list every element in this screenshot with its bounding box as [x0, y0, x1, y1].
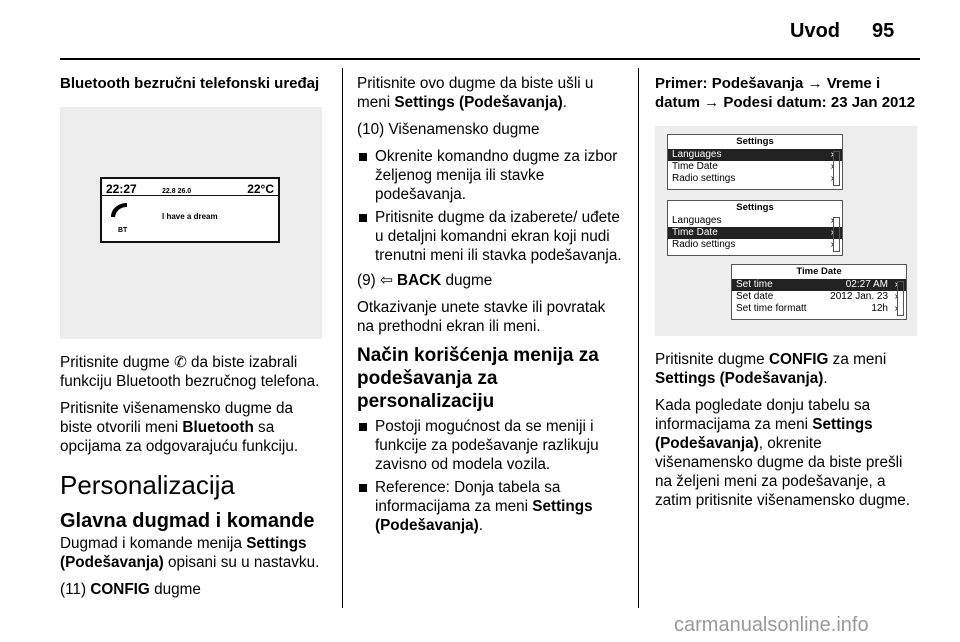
chevron-right-icon: ›	[830, 173, 834, 184]
column-1	[60, 74, 328, 607]
paragraph: (9) ⇦ BACK dugme	[357, 272, 493, 289]
display-bt: BT	[118, 227, 128, 234]
paragraph: Pritisnite višenamensko dugme da biste otvorili meni Bluetooth sa opcijama za odgovarajuću funkciju.	[60, 400, 299, 455]
column-3	[655, 74, 923, 518]
paragraph: Dugmad i komande menija Settings (Podešavanja) opisani su u nastavku.	[60, 535, 320, 571]
column-2	[357, 74, 625, 541]
paragraph: (10) Višenamensko dugme	[357, 121, 540, 138]
paragraph: (11) CONFIG dugme	[60, 581, 201, 598]
chevron-right-icon: ›	[830, 161, 834, 172]
list-item: Pritisnite dugme da izaberete/ uđete u detaljni komandni ekran koji nudi trenutni meni ili stavka podešavanja.	[357, 208, 625, 265]
list-item: Postoji mogućnost da se meniji i funkcije za podešavanje razlikuju zavisno od modela vozila.	[357, 417, 625, 474]
display-time: 22:27	[106, 182, 137, 196]
paragraph: Pritisnite ovo dugme da biste ušli u meni Settings (Podešavanja).	[357, 75, 594, 111]
list-item: Reference: Donja tabela sa informacijama za meni Settings (Podešavanja).	[357, 478, 625, 535]
page-number: 95	[872, 20, 895, 42]
chevron-right-icon: ›	[830, 239, 834, 250]
scrollbar	[830, 149, 840, 186]
chapter-title: Uvod	[790, 20, 840, 42]
back-arrow-icon: ⇦	[379, 272, 398, 289]
display-status: 22.8 26.0	[162, 188, 192, 195]
phone-icon	[108, 201, 130, 221]
chevron-right-icon: ›	[830, 227, 834, 238]
section-heading: Bluetooth bezručni telefonski uređaj	[60, 75, 320, 92]
scrollbar	[894, 279, 904, 316]
subsection-heading: Način korišćenja menija za podešavanja za personalizaciju	[357, 345, 599, 412]
radio-display	[100, 177, 280, 243]
chevron-right-icon: ›	[894, 291, 898, 302]
chevron-right-icon: ›	[830, 149, 834, 160]
page-header	[0, 0, 960, 60]
column-divider-2	[638, 68, 639, 608]
subsection-heading: Glavna dugmad i komande	[60, 510, 315, 532]
display-song: I have a dream	[162, 212, 218, 221]
phone-icon: ✆	[173, 354, 187, 371]
column-divider-1	[342, 68, 343, 608]
radio-display-photo	[60, 107, 322, 339]
paragraph: Pritisnite dugme CONFIG za meni Settings (Podešavanja).	[655, 351, 887, 387]
chapter-heading: Personalizacija	[60, 470, 235, 500]
paragraph: Kada pogledate donju tabelu sa informacijama za meni Settings (Podešavanja), okrenite višenamensko dugme da biste prešli na željeni meni za podešavanje, a zatim pritisnite višenamensko dugme.	[655, 397, 911, 509]
example-heading: Primer: Podešavanja → Vreme i datum → Podesi datum: 23 Jan 2012	[655, 75, 916, 111]
bullet-list	[357, 417, 625, 535]
settings-menu-screen-2: Settings Languages › Time Date › Radio settings ›	[667, 200, 843, 256]
bullet-list	[357, 147, 625, 265]
header-rule	[60, 58, 920, 60]
chevron-right-icon: ›	[894, 303, 898, 314]
scrollbar	[830, 215, 840, 252]
paragraph: Pritisnite dugme ✆ da biste izabrali funkciju Bluetooth bezručnog telefona.	[60, 354, 320, 390]
chevron-right-icon: ›	[830, 215, 834, 226]
list-item: Okrenite komandno dugme za izbor željenog menija ili stavke podešavanja.	[357, 147, 625, 204]
paragraph: Otkazivanje unete stavke ili povratak na prethodni ekran ili meni.	[357, 299, 606, 335]
watermark: carmanualsonline.info	[674, 614, 869, 636]
chevron-right-icon: ›	[894, 279, 898, 290]
settings-menu-screens	[655, 126, 917, 336]
settings-menu-screen-1: Settings Languages › Time Date › Radio settings ›	[667, 134, 843, 190]
time-date-menu-screen: Time Date Set time 02:27 AM › Set date 2012 Jan. 23 › Set time formatt 12h ›	[731, 264, 907, 320]
display-temperature: 22°C	[247, 182, 274, 196]
